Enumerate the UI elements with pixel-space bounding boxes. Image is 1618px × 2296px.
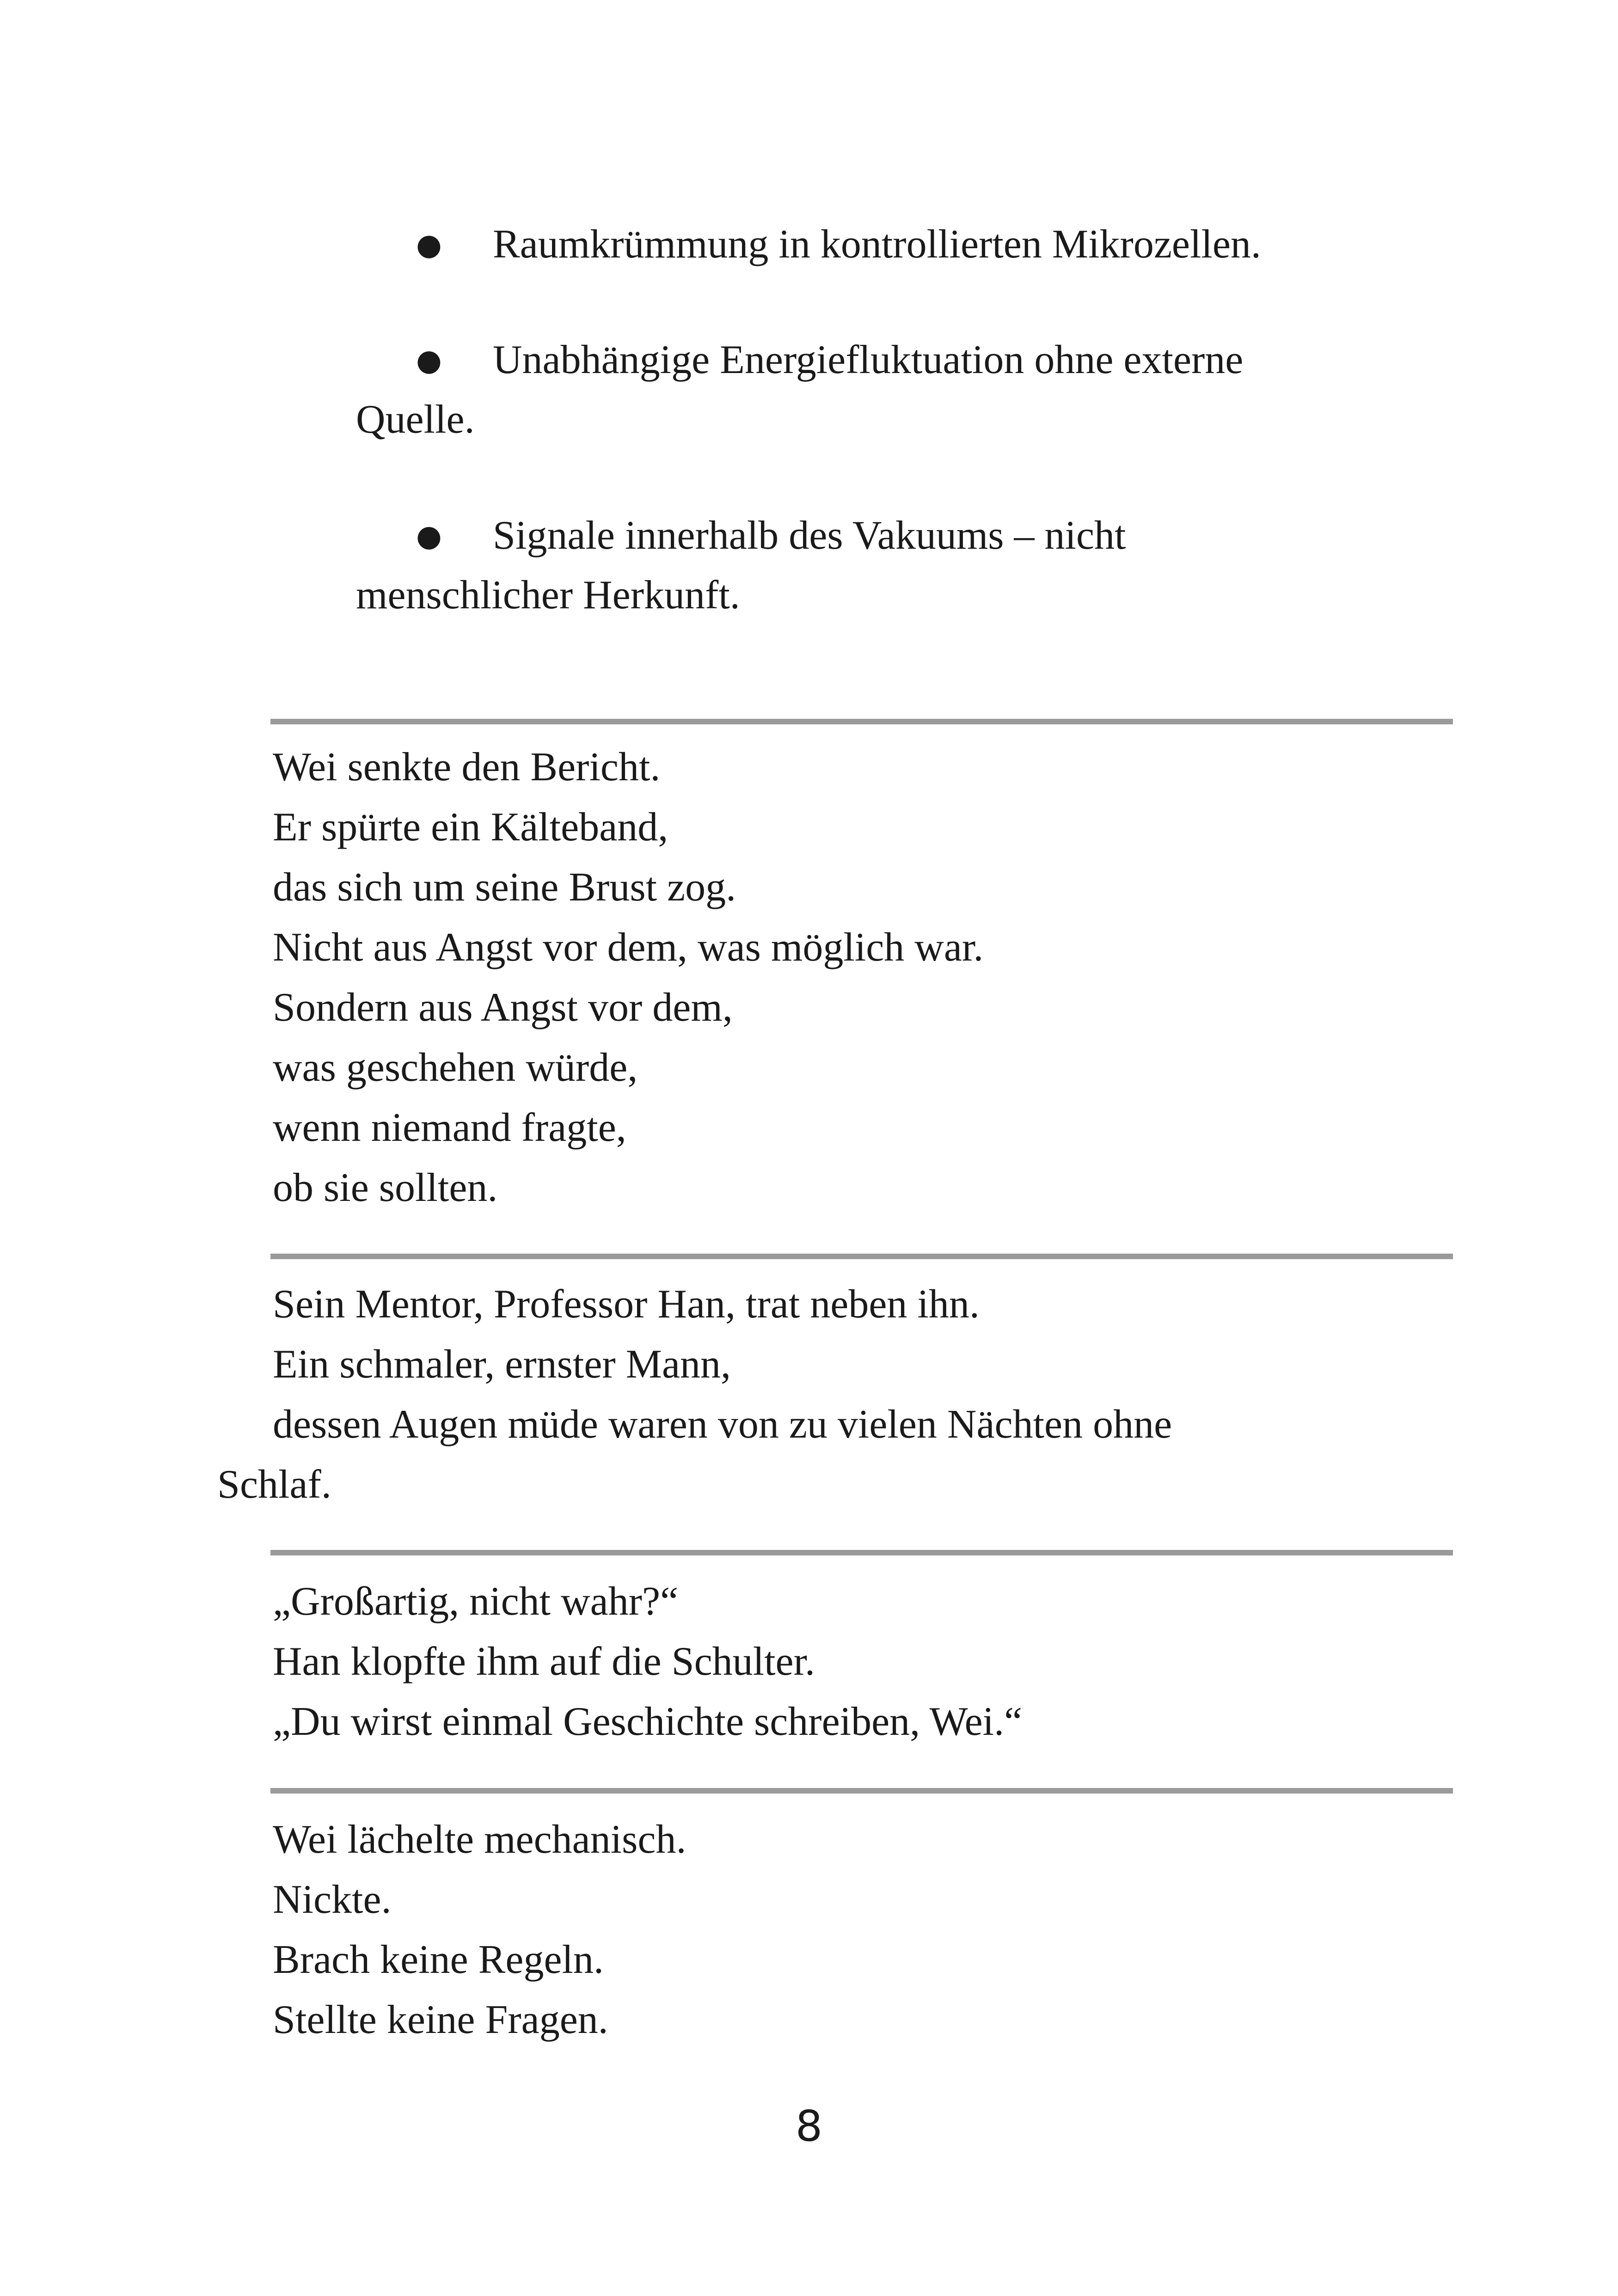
text-line: Brach keine Regeln.	[273, 1937, 604, 1982]
bullet-continuation: Quelle.	[356, 397, 475, 442]
text-block-mentor	[217, 1274, 1475, 1515]
bullet-item	[356, 331, 1465, 449]
text-line: ob sie sollten.	[273, 1165, 498, 1210]
bullet-dot-icon: ●	[416, 343, 442, 378]
page-number: 8	[795, 2101, 823, 2151]
section-divider	[270, 1550, 1453, 1555]
section-divider	[270, 1254, 1453, 1259]
bullet-first-line	[356, 222, 1261, 267]
text-line: Sein Mentor, Professor Han, trat neben ihn.	[273, 1282, 980, 1327]
bullet-dot-icon: ●	[416, 228, 442, 262]
text-line: Nicht aus Angst vor dem, was möglich war.	[273, 925, 984, 970]
bullet-first-line	[356, 513, 1126, 558]
bullet-text: Raumkrümmung in kontrollierten Mikrozellen.	[493, 222, 1261, 267]
text-line: Wei lächelte mechanisch.	[273, 1817, 686, 1862]
text-line: was geschehen würde,	[273, 1045, 638, 1090]
text-line: Sondern aus Angst vor dem,	[273, 985, 733, 1030]
text-line: Nickte.	[273, 1877, 392, 1922]
bullet-first-line	[356, 337, 1243, 382]
section-divider	[270, 719, 1453, 724]
text-line: wenn niemand fragte,	[273, 1105, 626, 1150]
text-line: Schlaf.	[217, 1462, 331, 1507]
bullet-continuation: menschlicher Herkunft.	[356, 573, 740, 618]
text-block-reaction	[273, 1810, 1475, 2050]
text-block-report	[273, 737, 1475, 1218]
text-line: Wei senkte den Bericht.	[273, 745, 661, 790]
bullet-item	[356, 506, 1465, 625]
text-line: Stellte keine Fragen.	[273, 1997, 608, 2042]
bullet-text: Signale innerhalb des Vakuums – nicht	[493, 513, 1126, 558]
text-line: dessen Augen müde waren von zu vielen Nächten ohne	[273, 1402, 1172, 1447]
bullet-text: Unabhängige Energiefluktuation ohne externe	[493, 337, 1244, 382]
text-line: „Großartig, nicht wahr?“	[273, 1579, 679, 1624]
bullet-item	[356, 215, 1465, 275]
text-block-dialogue	[273, 1572, 1475, 1752]
text-line: Han klopfte ihm auf die Schulter.	[273, 1639, 815, 1684]
text-line: Ein schmaler, ernster Mann,	[273, 1342, 731, 1387]
bullet-dot-icon: ●	[416, 519, 442, 553]
section-divider	[270, 1788, 1453, 1794]
text-line: das sich um seine Brust zog.	[273, 865, 736, 910]
text-line: „Du wirst einmal Geschichte schreiben, Wei.“	[273, 1699, 1023, 1744]
text-line: Er spürte ein Kälteband,	[273, 805, 668, 850]
